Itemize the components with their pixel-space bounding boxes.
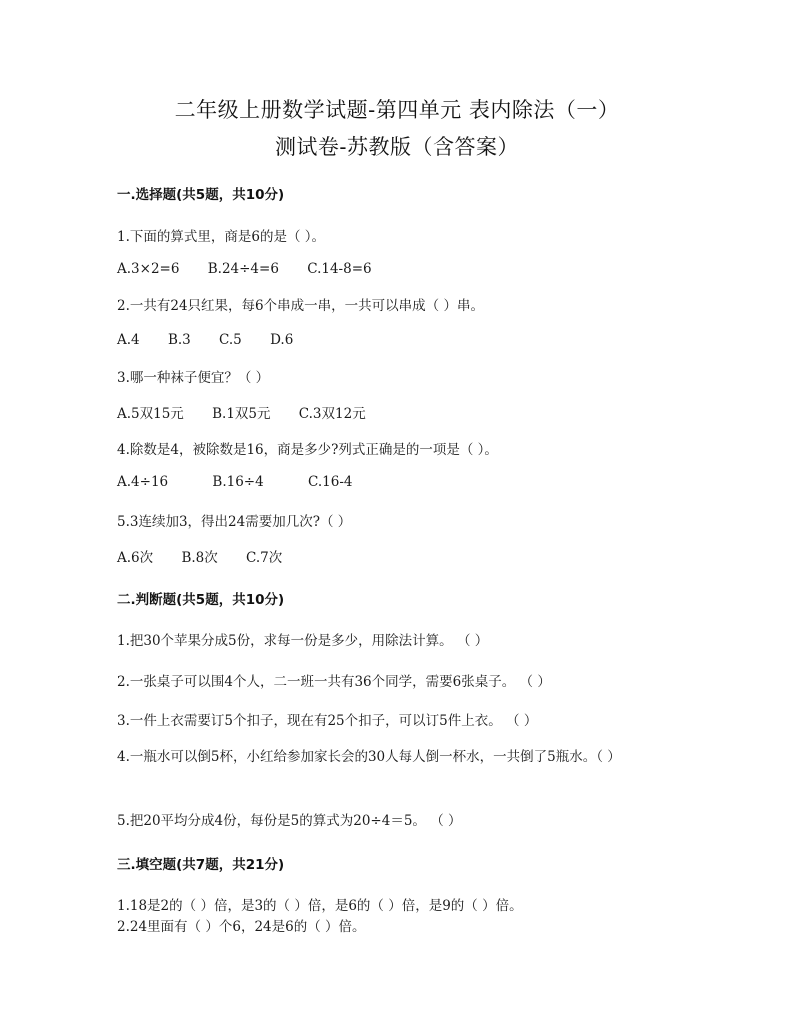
question-3-2: 2.24里面有（ ）个6，24是6的（ ）倍。 xyxy=(117,919,366,935)
question-1-2: 2.一共有24只红果，每6个串成一串，一共可以串成（ ）串。 xyxy=(117,298,484,314)
page-title-line-1: 二年级上册数学试题-第四单元 表内除法（一） xyxy=(174,98,620,122)
option-c: C.7次 xyxy=(246,550,283,566)
question-2-5: 5.把20平均分成4份，每份是5的算式为20÷4＝5。 （ ） xyxy=(117,813,462,829)
options-1-3 xyxy=(117,402,390,422)
question-2-3: 3.一件上衣需要订5个扣子，现在有25个扣子，可以订5件上衣。 （ ） xyxy=(117,713,538,729)
option-c: C.16-4 xyxy=(308,474,353,490)
page-title-line-2: 测试卷-苏教版（含答案） xyxy=(274,135,520,159)
option-b: B.16÷4 xyxy=(212,474,264,490)
question-2-2: 2.一张桌子可以围4个人，二一班一共有36个同学，需要6张桌子。 （ ） xyxy=(117,674,551,690)
option-b: B.3 xyxy=(167,332,191,348)
question-1-5: 5.3连续加3，得出24需要加几次?（ ） xyxy=(117,514,352,530)
options-1-1 xyxy=(117,261,396,277)
options-1-2 xyxy=(117,332,317,348)
question-3-1: 1.18是2的（ ）倍，是3的（ ）倍，是6的（ ）倍，是9的（ ）倍。 xyxy=(117,898,523,914)
option-b: B.1双5元 xyxy=(212,406,271,422)
options-1-4 xyxy=(117,474,376,490)
option-b: B.24÷4=6 xyxy=(207,261,279,277)
section-heading-fill-blank: 三.填空题(共7题，共21分) xyxy=(117,857,285,873)
option-c: C.5 xyxy=(219,332,242,348)
option-d: D.6 xyxy=(270,332,294,348)
option-a: A.4÷16 xyxy=(117,474,169,490)
options-1-5 xyxy=(117,546,306,566)
question-2-1: 1.把30个苹果分成5份，求每一份是多少，用除法计算。 （ ） xyxy=(117,633,489,649)
question-1-1: 1.下面的算式里，商是6的是（ ）。 xyxy=(117,229,326,245)
option-c: C.14-8=6 xyxy=(307,261,372,277)
question-2-4: 4.一瓶水可以倒5杯，小红给参加家长会的30人每人倒一杯水，一共倒了5瓶水。（ ） xyxy=(117,749,621,765)
section-heading-choice: 一.选择题(共5题，共10分) xyxy=(117,187,285,203)
question-1-3: 3.哪一种袜子便宜？（ ） xyxy=(117,370,270,386)
option-a: A.5双15元 xyxy=(117,406,184,422)
option-b: B.8次 xyxy=(181,550,218,566)
option-a: A.4 xyxy=(117,332,140,348)
option-c: C.3双12元 xyxy=(298,406,366,422)
option-a: A.3×2=6 xyxy=(117,261,180,277)
question-1-4: 4.除数是4，被除数是16，商是多少?列式正确是的一项是（ ）。 xyxy=(117,442,498,458)
section-heading-judgment: 二.判断题(共5题，共10分) xyxy=(117,592,285,608)
option-a: A.6次 xyxy=(117,550,154,566)
